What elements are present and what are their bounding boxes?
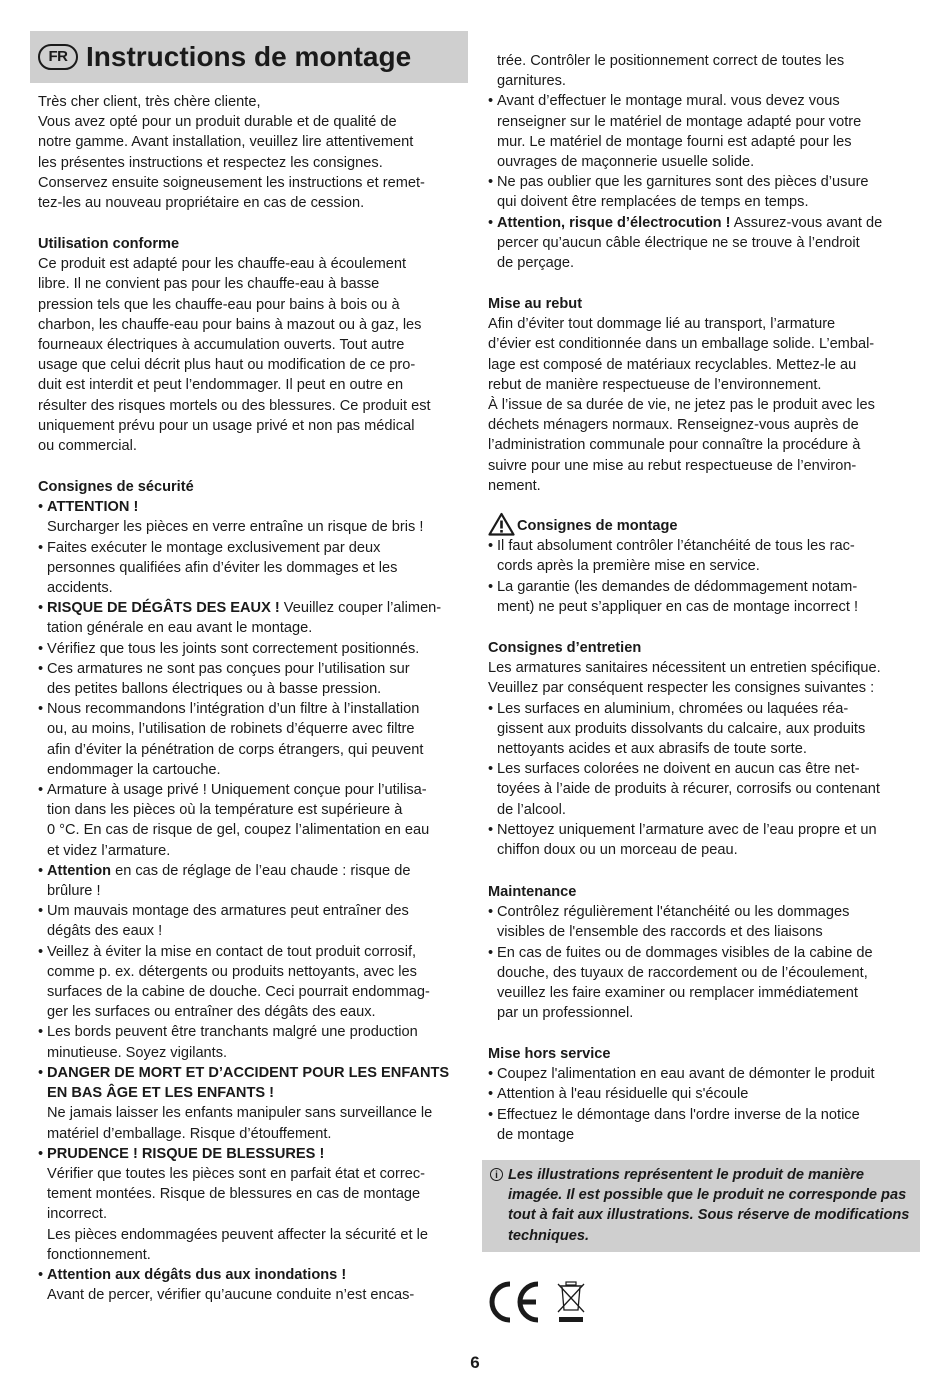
illustration-notice: [482, 1160, 920, 1252]
text-line: duit est interdit et peut l’endommager. Il peut en outre en: [38, 377, 404, 394]
text-line: Surcharger les pièces en verre entraîne un risque de bris !: [47, 519, 424, 536]
section-heading: Maintenance: [488, 884, 577, 900]
text-line: ou commercial.: [38, 438, 137, 455]
text-line: résulter des risques mortels ou des blessures. Ce produit est: [38, 397, 431, 414]
text-line: imagée. Il est possible que le produit ne corresponde pas: [508, 1187, 907, 1204]
maintenance-section: [488, 882, 920, 1023]
text-line: matériel d’emballage. Risque d’étouffement.: [47, 1125, 332, 1142]
montage-section: [488, 516, 920, 617]
list-item: • Coupez l'alimentation en eau avant de démonter le produit: [488, 1064, 920, 1084]
text-line: usage que celui décrit plus haut ou modification de ce pro-: [38, 357, 416, 374]
text-line: trée. Contrôler le positionnement correct de toutes les: [497, 53, 845, 69]
intro-line: Conservez ensuite soigneusement les instructions et remet-: [38, 174, 425, 191]
intro-line: Vous avez opté pour un produit durable et de qualité de: [38, 114, 397, 131]
list-item: • Avant d’effectuer le montage mural. vous devez vous: [488, 91, 920, 111]
list-item: • Les surfaces colorées ne doivent en aucun cas être net-: [488, 759, 920, 779]
text-line: afin d’éviter la pénétration de corps étrangers, qui peuvent: [47, 741, 424, 758]
list-item: • Faites exécuter le montage exclusivement par deux: [38, 538, 468, 558]
section-heading: Utilisation conforme: [38, 236, 180, 252]
list-item: • Il faut absolument contrôler l’étanchéité de tous les rac-: [488, 536, 920, 556]
text-line: ger les surfaces ou entraîner des dégâts des eaux.: [47, 1004, 376, 1021]
text-line: tement montées. Risque de blessures en cas de montage: [47, 1186, 421, 1203]
text-line: libre. Il ne convient pas pour les chauffe-eau à basse: [38, 276, 380, 293]
weee-bin-icon: [556, 1280, 586, 1324]
text-line: chiffon doux ou un morceau de peau.: [497, 842, 738, 859]
list-item: • ATTENTION !: [38, 497, 468, 517]
list-item: • Ces armatures ne sont pas conçues pour l’utilisation sur: [38, 659, 468, 679]
text-line: pression tels que les chauffe-eau pour bains à bois ou à: [38, 296, 400, 313]
info-icon: i: [490, 1168, 503, 1181]
securite-continued: [488, 51, 920, 273]
rebut-section: [488, 294, 920, 496]
text-line: Afin d’éviter tout dommage lié au transport, l’armature: [488, 316, 836, 333]
section-heading: Consignes de montage: [488, 516, 920, 536]
text-line: surfaces de la cabine de douche. Ceci pourrait endommag-: [47, 984, 430, 1001]
text-line: À l’issue de sa durée de vie, ne jetez pas le produit avec les: [488, 397, 875, 414]
text-line: Les pièces endommagées peuvent affecter la sécurité et le: [47, 1226, 429, 1243]
text-line: et videz l’armature.: [47, 842, 171, 859]
intro-line: tez-les au nouveau propriétaire en cas de cession.: [38, 195, 365, 212]
list-item: • PRUDENCE ! RISQUE DE BLESSURES !: [38, 1144, 468, 1164]
text-line: suivre pour une mise au rebut respectueuse de l’environ-: [488, 457, 857, 474]
list-item: • Les surfaces en aluminium, chromées ou laquées réa-: [488, 699, 920, 719]
warning-icon: [488, 512, 515, 536]
text-line: tion dans les pièces où la température est supérieure à: [47, 802, 403, 819]
text-line: endommager la cartouche.: [47, 761, 221, 778]
text-line: Avant de percer, vérifier qu’aucune conduite n’est encas-: [47, 1287, 415, 1304]
text-line: EN BAS ÂGE ET LES ENFANTS !: [47, 1085, 275, 1102]
text-line: fonctionnement.: [47, 1246, 151, 1263]
text-line: nement.: [488, 477, 541, 494]
text-line: rebut de manière respectueuse de l’environnement.: [488, 376, 822, 393]
text-line: déchets ménagers normaux. Renseignez-vous auprès de: [488, 417, 859, 434]
list-item: • Effectuez le démontage dans l'ordre inverse de la notice: [488, 1105, 920, 1125]
title-bar: [30, 31, 468, 83]
page-title: Instructions de montage: [86, 41, 412, 72]
text-line: fourneaux électriques à accumulation ouverts. Tout autre: [38, 337, 405, 354]
text-line: garnitures.: [497, 73, 566, 90]
list-item: • Vérifiez que tous les joints sont correctement positionnés.: [38, 639, 468, 659]
text-line: par un professionnel.: [497, 1005, 634, 1022]
text-line: 0 °C. En cas de risque de gel, coupez l’alimentation en eau: [47, 822, 430, 839]
list-item: • Ne pas oublier que les garnitures sont des pièces d’usure: [488, 172, 920, 192]
text-line: l’administration communale pour connaître la procédure à: [488, 437, 861, 454]
text-line: tation générale en eau avant le montage.: [47, 620, 313, 637]
list-item: • Attention en cas de réglage de l’eau chaude : risque de: [38, 861, 468, 881]
text-line: Vérifier que toutes les pièces sont en parfait état et correc-: [47, 1165, 426, 1182]
list-item: • En cas de fuites ou de dommages visibles de la cabine de: [488, 943, 920, 963]
section-heading: Mise au rebut: [488, 296, 583, 312]
text-line: comme p. ex. détergents ou produits nettoyants, avec les: [47, 963, 417, 980]
list-item: • Um mauvais montage des armatures peut entraîner des: [38, 901, 468, 921]
text-line: personnes qualifiées afin d’éviter les dommages et les: [47, 559, 398, 576]
securite-section: [38, 477, 468, 1305]
text-line: d’évier est conditionnée dans un emballage solide. L’embal-: [488, 336, 875, 353]
text-line: qui doivent être remplacées de temps en temps.: [497, 194, 809, 211]
text-line: minutieuse. Soyez vigilants.: [47, 1044, 228, 1061]
section-heading: Consignes de sécurité: [38, 479, 194, 495]
text-line: ou, au moins, l’utilisation de robinets d’équerre avec filtre: [47, 721, 415, 738]
text-line: Ne jamais laisser les enfants manipuler sans surveillance le: [47, 1105, 433, 1122]
list-item: • Nous recommandons l’intégration d’un filtre à l’installation: [38, 699, 468, 719]
ce-mark-icon: [488, 1280, 544, 1324]
text-line: veuillez les faire examiner ou remplacer immédiatement: [497, 985, 858, 1002]
text-line: gissent aux produits dissolvants du calcaire, aux produits: [497, 720, 866, 737]
text-line: Les illustrations représentent le produit de manière: [508, 1167, 865, 1183]
text-line: visibles de l'ensemble des raccords et des liaisons: [497, 924, 823, 941]
text-line: de montage: [497, 1126, 575, 1143]
section-heading: Mise hors service: [488, 1046, 611, 1062]
text-line: ouvrages de maçonnerie usuelle solide.: [497, 154, 755, 171]
intro-line: les présentes instructions et respectez les consignes.: [38, 154, 383, 171]
text-line: brûlure !: [47, 883, 101, 900]
text-line: Veuillez par conséquent respecter les consignes suivantes :: [488, 680, 875, 697]
list-item: • Nettoyez uniquement l’armature avec de l’eau propre et un: [488, 820, 920, 840]
list-item: • Les bords peuvent être tranchants malgré une production: [38, 1022, 468, 1042]
text-line: lage est composé de matériaux recyclables. Mettez-le au: [488, 356, 857, 373]
text-line: mur. Le matériel de montage fourni est adapté pour les: [497, 133, 852, 150]
list-item: • Attention aux dégâts dus aux inondations !: [38, 1265, 468, 1285]
list-item: • La garantie (les demandes de dédommagement notam-: [488, 577, 920, 597]
intro-line: notre gamme. Avant installation, veuillez lire attentivement: [38, 134, 414, 151]
list-item: • Attention à l'eau résiduelle qui s'écoule: [488, 1084, 920, 1104]
entretien-section: [488, 638, 920, 860]
text-line: Les armatures sanitaires nécessitent un entretien spécifique.: [488, 660, 881, 677]
text-line: cords après la première mise en service.: [497, 558, 760, 575]
text-line: uniquement prévu pour un usage privé et non pas médical: [38, 417, 415, 434]
page-number: 6: [470, 1353, 480, 1372]
list-item: • RISQUE DE DÉGÂTS DES EAUX ! Veuillez couper l’alimen-: [38, 598, 468, 618]
text-line: toyées à l’aide de produits à récurer, corrosifs ou contenant: [497, 781, 880, 798]
intro-section: [38, 92, 468, 213]
text-line: dégâts des eaux !: [47, 923, 163, 940]
text-line: de l’alcool.: [497, 801, 566, 818]
list-item: • Contrôlez régulièrement l'étanchéité ou les dommages: [488, 902, 920, 922]
text-line: douche, des tuyaux de raccordement ou de l’écoulement,: [497, 964, 868, 981]
text-line: des petites ballons électriques ou à basse pression.: [47, 681, 382, 698]
text-line: charbon, les chauffe-eau pour bains à mazout ou à gaz, les: [38, 316, 422, 333]
text-line: de perçage.: [497, 255, 575, 272]
intro-line: Très cher client, très chère cliente,: [38, 94, 261, 110]
text-line: incorrect.: [47, 1206, 108, 1223]
text-line: ment) ne peut s’appliquer en cas de montage incorrect !: [497, 598, 858, 615]
text-line: Ce produit est adapté pour les chauffe-eau à écoulement: [38, 256, 407, 273]
list-item: • Attention, risque d’électrocution ! Assurez-vous avant de: [488, 213, 920, 233]
text-line: renseigner sur le matériel de montage adapté pour votre: [497, 113, 862, 130]
text-line: percer qu’aucun câble électrique ne se trouve à l’endroit: [497, 234, 860, 251]
list-item: • Armature à usage privé ! Uniquement conçue pour l’utilisa-: [38, 780, 468, 800]
text-line: nettoyants acides et aux abrasifs de toute sorte.: [497, 741, 807, 758]
text-line: techniques.: [508, 1227, 590, 1244]
text-line: tout à fait aux illustrations. Sous réserve de modifications: [508, 1207, 910, 1224]
hors-service-section: [488, 1044, 920, 1145]
utilisation-section: [38, 234, 468, 456]
section-heading: Consignes d’entretien: [488, 640, 642, 656]
list-item: • Veillez à éviter la mise en contact de tout produit corrosif,: [38, 942, 468, 962]
text-line: accidents.: [47, 580, 113, 597]
list-item: • DANGER DE MORT ET D’ACCIDENT POUR LES ENFANTS: [38, 1063, 468, 1083]
language-badge: FR: [38, 44, 78, 70]
